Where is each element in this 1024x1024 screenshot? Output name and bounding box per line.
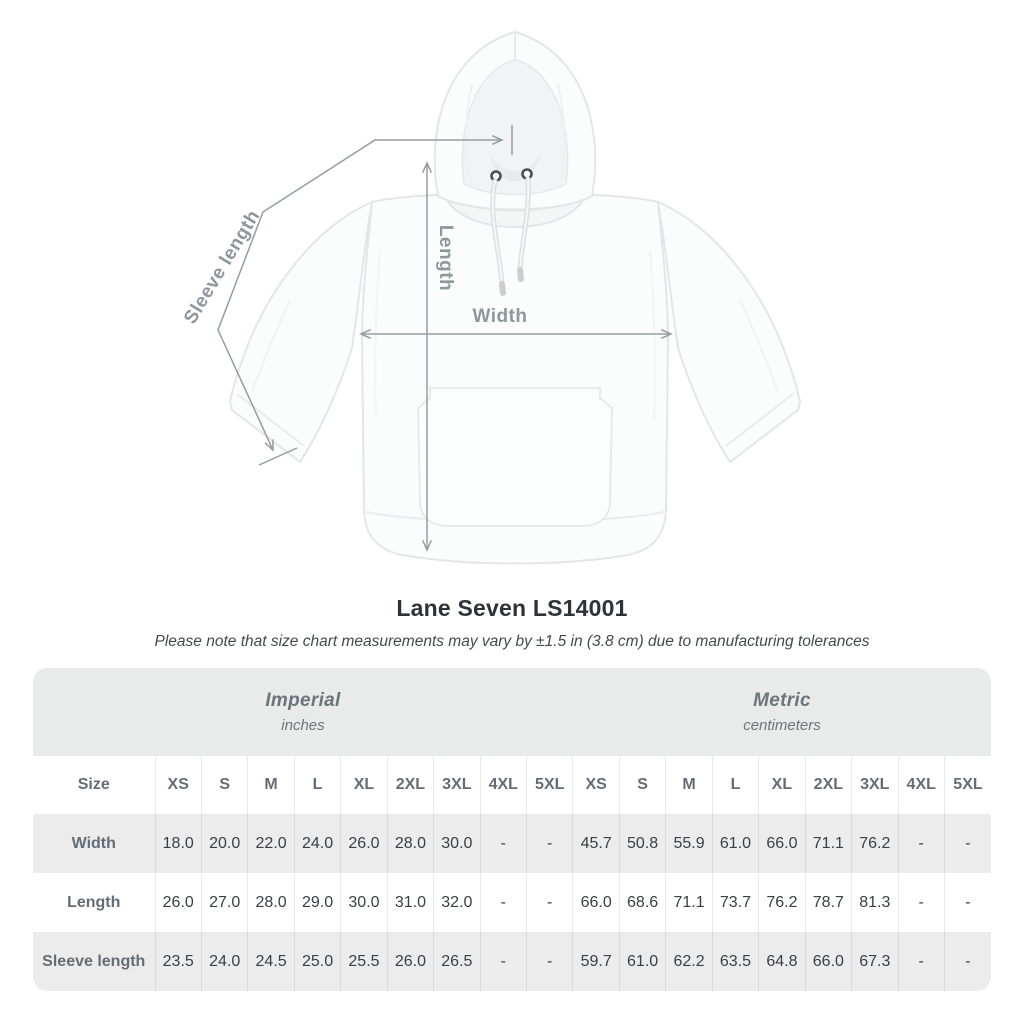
measurement-value-cell: 25.5 [341, 932, 387, 991]
size-column-header: XL [759, 756, 805, 814]
measurement-value-cell: - [944, 932, 991, 991]
measurement-value-cell: 78.7 [805, 873, 851, 932]
measurement-value-cell: 76.2 [759, 873, 805, 932]
size-column-header: 3XL [852, 756, 898, 814]
unit-band-row [33, 668, 991, 756]
measurement-value-cell: 29.0 [294, 873, 340, 932]
measurement-value-cell: 24.0 [294, 814, 340, 873]
size-column-header: 5XL [527, 756, 573, 814]
size-column-header: 4XL [480, 756, 526, 814]
measurement-value-cell: 31.0 [387, 873, 433, 932]
width-label: Width [472, 306, 528, 327]
measurement-value-cell: 18.0 [155, 814, 201, 873]
measurement-value-cell: 27.0 [201, 873, 247, 932]
measurement-row [33, 932, 991, 991]
measurement-value-cell: 25.0 [294, 932, 340, 991]
size-header-row [33, 756, 991, 814]
measurement-row-label: Length [33, 873, 155, 932]
measurement-value-cell: 66.0 [573, 873, 619, 932]
measurement-value-cell: - [527, 932, 573, 991]
size-column-header: XS [155, 756, 201, 814]
tolerance-disclaimer: Please note that size chart measurements may vary by ±1.5 in (3.8 cm) due to manufacturing tolerances [154, 633, 870, 650]
size-column-header: S [201, 756, 247, 814]
size-column-header: XL [341, 756, 387, 814]
measurement-value-cell: - [898, 814, 944, 873]
imperial-header [33, 668, 573, 756]
size-column-header: M [248, 756, 294, 814]
measurement-value-cell: 67.3 [852, 932, 898, 991]
measurement-value-cell: - [944, 873, 991, 932]
imperial-title: Imperial [265, 690, 341, 711]
measurement-value-cell: - [898, 873, 944, 932]
hood [435, 32, 596, 227]
size-chart-table [33, 668, 991, 991]
measurement-value-cell: 71.1 [805, 814, 851, 873]
measurement-value-cell: 20.0 [201, 814, 247, 873]
measurement-value-cell: 59.7 [573, 932, 619, 991]
size-column-header: M [666, 756, 712, 814]
measurement-value-cell: 68.6 [619, 873, 665, 932]
measurement-value-cell: 26.0 [155, 873, 201, 932]
measurement-value-cell: - [480, 814, 526, 873]
page-title: Lane Seven LS14001 [396, 595, 628, 621]
measurement-value-cell: - [527, 814, 573, 873]
measurement-value-cell: 26.5 [434, 932, 480, 991]
measurement-value-cell: 24.5 [248, 932, 294, 991]
measurement-value-cell: 66.0 [805, 932, 851, 991]
sleeve-length-label: Sleeve length [180, 206, 265, 328]
measurement-row [33, 873, 991, 932]
measurement-value-cell: 64.8 [759, 932, 805, 991]
measurement-value-cell: 76.2 [852, 814, 898, 873]
size-column-header: L [712, 756, 758, 814]
measurement-value-cell: 61.0 [619, 932, 665, 991]
measurement-value-cell: - [480, 932, 526, 991]
measurement-value-cell: 61.0 [712, 814, 758, 873]
size-corner-label: Size [33, 756, 155, 814]
measurement-value-cell: 55.9 [666, 814, 712, 873]
measurement-value-cell: 24.0 [201, 932, 247, 991]
measurement-value-cell: 32.0 [434, 873, 480, 932]
metric-title: Metric [753, 690, 811, 711]
measurement-value-cell: 63.5 [712, 932, 758, 991]
measurement-value-cell: 23.5 [155, 932, 201, 991]
size-column-header: S [619, 756, 665, 814]
measurement-value-cell: 26.0 [341, 814, 387, 873]
metric-unit: centimeters [743, 717, 821, 734]
measurement-value-cell: 30.0 [434, 814, 480, 873]
measurement-value-cell: 45.7 [573, 814, 619, 873]
measurement-value-cell: 30.0 [341, 873, 387, 932]
measurement-value-cell: 28.0 [248, 873, 294, 932]
measurement-row-label: Sleeve length [33, 932, 155, 991]
metric-header [573, 668, 991, 756]
measurement-row [33, 814, 991, 873]
measurement-value-cell: - [944, 814, 991, 873]
size-column-header: 5XL [944, 756, 991, 814]
measurement-value-cell: 26.0 [387, 932, 433, 991]
size-column-header: XS [573, 756, 619, 814]
size-column-header: 3XL [434, 756, 480, 814]
size-column-header: 2XL [387, 756, 433, 814]
measurement-value-cell: 22.0 [248, 814, 294, 873]
measurement-row-label: Width [33, 814, 155, 873]
measurement-value-cell: 71.1 [666, 873, 712, 932]
measurement-value-cell: 50.8 [619, 814, 665, 873]
measurement-value-cell: - [480, 873, 526, 932]
measurement-value-cell: 66.0 [759, 814, 805, 873]
size-column-header: 4XL [898, 756, 944, 814]
measurement-value-cell: 62.2 [666, 932, 712, 991]
measurement-value-cell: - [898, 932, 944, 991]
measurement-value-cell: 73.7 [712, 873, 758, 932]
measurement-value-cell: 81.3 [852, 873, 898, 932]
imperial-unit: inches [281, 717, 325, 734]
measurement-value-cell: - [527, 873, 573, 932]
measurement-value-cell: 28.0 [387, 814, 433, 873]
length-label: Length [435, 224, 456, 292]
kangaroo-pocket [418, 388, 612, 526]
size-column-header: 2XL [805, 756, 851, 814]
size-column-header: L [294, 756, 340, 814]
